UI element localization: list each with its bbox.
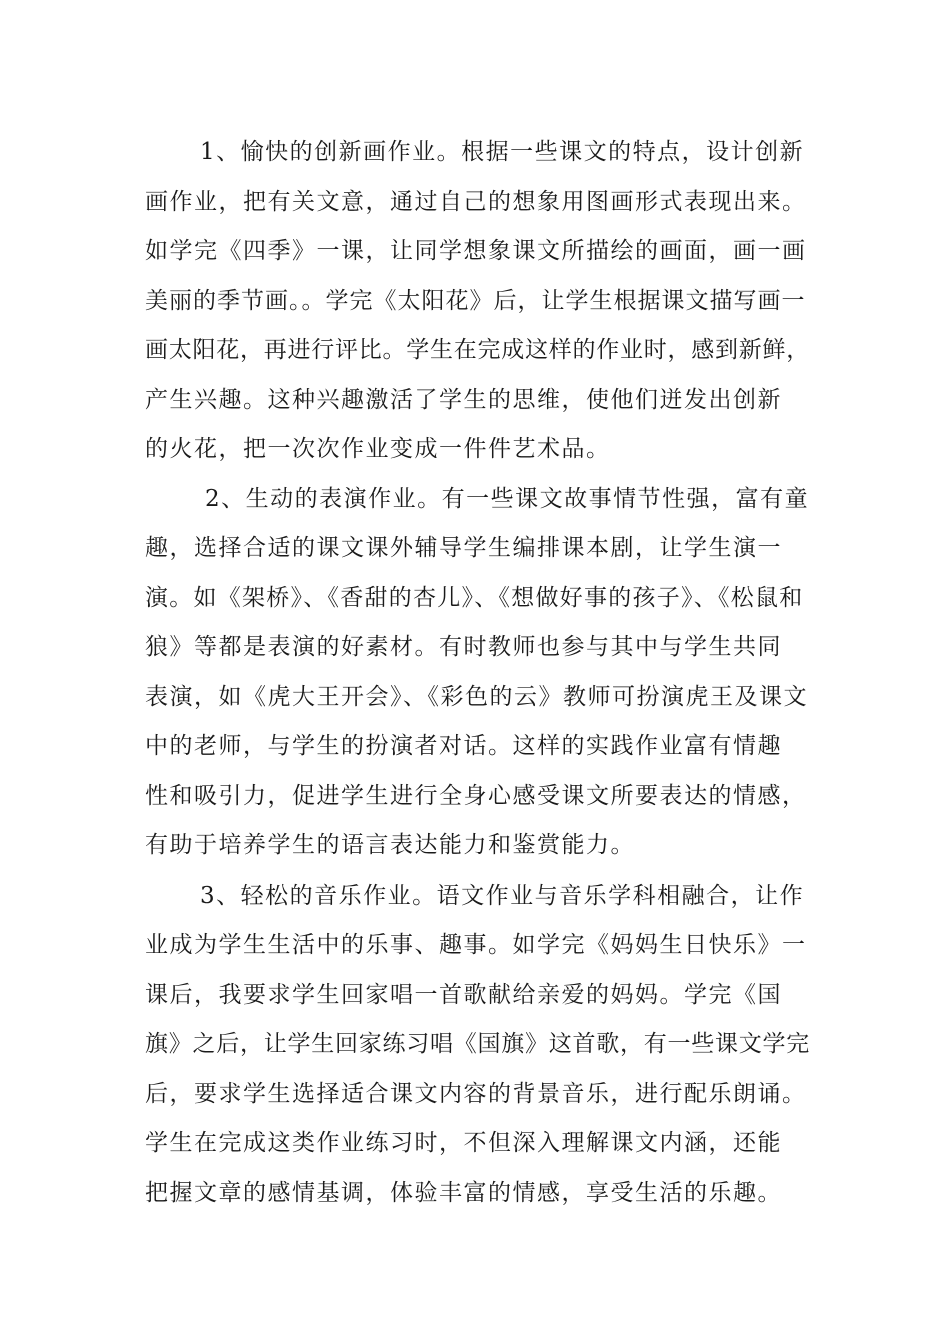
paragraph-1-line-4: 美丽的季节画。。学完《太阳花》后，让学生根据课文描写画一 [145, 288, 806, 314]
paragraph-3-line-5: 后，要求学生选择适合课文内容的背景音乐，进行配乐朗诵。 [145, 1081, 807, 1107]
paragraph-1-line-3: 如学完《四季》一课，让同学想象课文所描绘的画面，画一画 [145, 238, 807, 264]
paragraph-2-line-4: 狼》等都是表演的好素材。有时教师也参与其中与学生共同 [145, 634, 782, 660]
paragraph-1-line-1: 1、愉快的创新画作业。根据一些课文的特点，设计创新 [200, 139, 805, 165]
paragraph-2-line-5: 表演，如《虎大王开会》、《彩色的云》教师可扮演虎王及课文 [145, 684, 808, 710]
paragraph-1-line-7: 的火花，把一次次作业变成一件件艺术品。 [145, 436, 611, 462]
paragraph-2-line-6: 中的老师，与学生的扮演者对话。这样的实践作业富有情趣 [145, 733, 782, 759]
paragraph-1-line-2: 画作业，把有关文意，通过自己的想象用图画形式表现出来。 [145, 189, 807, 215]
paragraph-3-line-2: 业成为学生生活中的乐事、趣事。如学完《妈妈生日快乐》一 [145, 932, 807, 958]
paragraph-2-line-2: 趣，选择合适的课文课外辅导学生编排课本剧，让学生演一 [145, 535, 782, 561]
paragraph-2-line-1: 2、生动的表演作业。有一些课文故事情节性强，富有童 [205, 486, 810, 512]
paragraph-3-line-1: 3、轻松的音乐作业。语文作业与音乐学科相融合，让作 [200, 883, 805, 909]
paragraph-2-line-7: 性和吸引力，促进学生进行全身心感受课文所要表达的情感， [145, 783, 807, 809]
paragraph-2-line-3: 演。如《架桥》、《香甜的杏儿》、《想做好事的孩子》、《松鼠和 [145, 585, 804, 611]
paragraph-1-line-6: 产生兴趣。这种兴趣激活了学生的思维，使他们迸发出创新 [145, 387, 782, 413]
paragraph-2-line-8: 有助于培养学生的语言表达能力和鉴赏能力。 [145, 832, 635, 858]
paragraph-3-line-4: 旗》之后，让学生回家练习唱《国旗》这首歌，有一些课文学完 [145, 1031, 810, 1057]
paragraph-3-line-6: 学生在完成这类作业练习时，不但深入理解课文内涵，还能 [145, 1130, 782, 1156]
paragraph-3-line-3: 课后，我要求学生回家唱一首歌献给亲爱的妈妈。学完《国 [145, 982, 782, 1008]
paragraph-1-line-5: 画太阳花，再进行评比。学生在完成这样的作业时，感到新鲜， [145, 337, 810, 363]
paragraph-3-line-7: 把握文章的感情基调，体验丰富的情感，享受生活的乐趣。 [145, 1180, 782, 1206]
